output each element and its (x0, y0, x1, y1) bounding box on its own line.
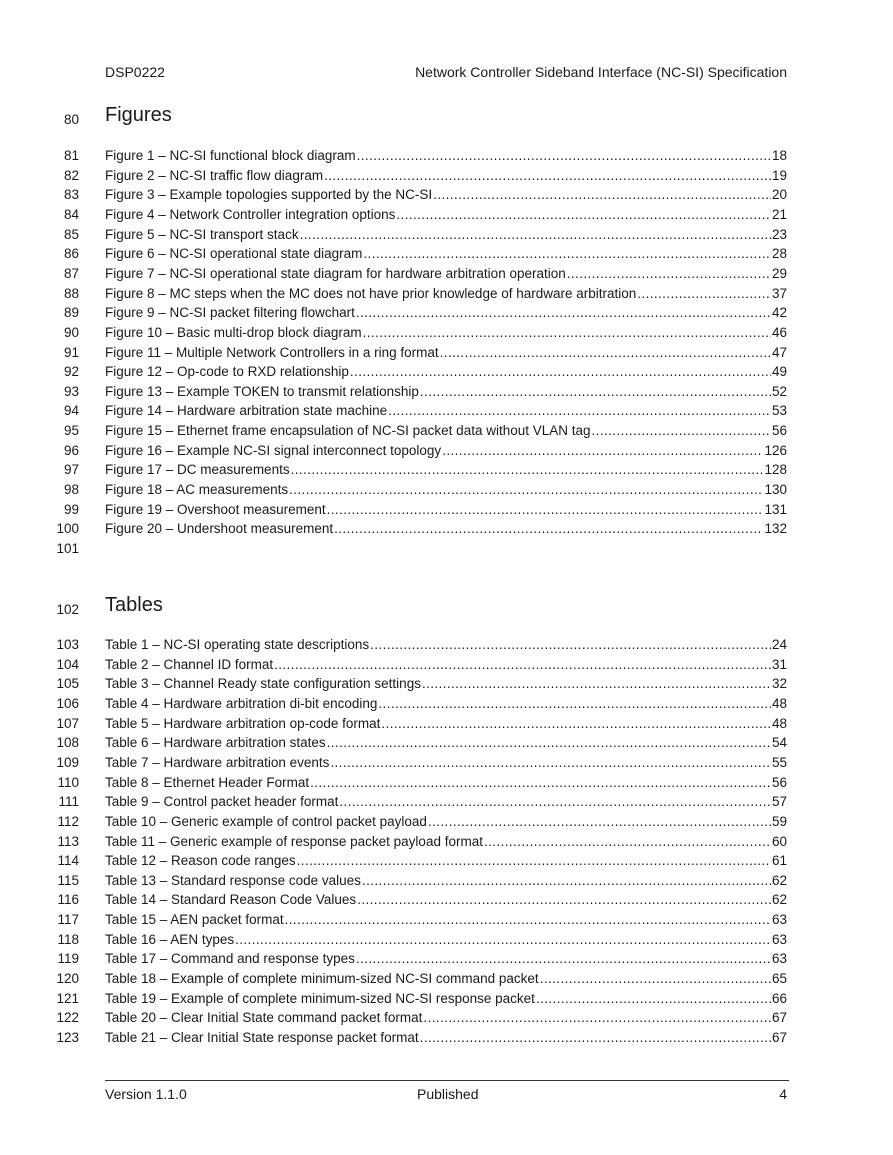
toc-entry (105, 345, 787, 363)
toc-entry (105, 462, 787, 480)
toc-entry-title: Table 16 – AEN types (105, 931, 235, 947)
line-number: 92 (63, 364, 79, 380)
toc-entry-page: 48 (771, 695, 787, 711)
toc-entry-page: 47 (771, 344, 787, 360)
line-number: 99 (63, 501, 79, 517)
toc-entry-page: 31 (771, 656, 787, 672)
toc-leader-dots (420, 1030, 771, 1045)
line-number: 94 (63, 403, 79, 419)
toc-entry-page: 67 (771, 1010, 787, 1026)
toc-entry-title: Table 11 – Generic example of response packet payload format (105, 833, 483, 849)
toc-entry (105, 892, 787, 910)
toc-entry-title: Figure 7 – NC-SI operational state diagram for hardware arbitration operation (105, 265, 566, 281)
toc-entry-page: 59 (771, 813, 787, 829)
toc-entry-page: 65 (771, 971, 787, 987)
toc-entry-title: Table 21 – Clear Initial State response packet format (105, 1030, 419, 1045)
toc-entry-title: Figure 15 – Ethernet frame encapsulation of NC-SI packet data without VLAN tag (105, 423, 591, 439)
line-number: 113 (57, 833, 79, 849)
footer-divider (105, 1080, 789, 1081)
line-number: 122 (56, 1010, 79, 1026)
toc-entry-title: Figure 4 – Network Controller integration options (105, 206, 396, 222)
toc-entry-title: Table 18 – Example of complete minimum-sized NC-SI command packet (105, 971, 539, 987)
toc-entry (105, 775, 787, 793)
toc-entry-title: Figure 5 – NC-SI transport stack (105, 226, 299, 242)
toc-entry-page: 53 (771, 403, 787, 419)
toc-entry (105, 502, 787, 520)
doc-title: Network Controller Sideband Interface (NC-SI) Specification (415, 64, 787, 80)
toc-leader-dots (484, 834, 771, 849)
line-number: 90 (63, 324, 79, 340)
toc-entry-page: 57 (771, 794, 787, 810)
toc-entry (105, 443, 787, 461)
toc-entry-title: Figure 1 – NC-SI functional block diagram (105, 148, 356, 163)
toc-entry-page: 55 (771, 754, 787, 770)
toc-leader-dots (289, 482, 763, 497)
toc-entry-page: 32 (771, 676, 787, 692)
line-number: 105 (56, 676, 79, 692)
toc-leader-dots (433, 187, 771, 202)
toc-entry-page: 23 (771, 226, 787, 242)
toc-entry-title: Table 1 – NC-SI operating state descriptions (105, 637, 370, 652)
toc-entry-page: 21 (771, 206, 787, 222)
toc-entry-title: Table 2 – Channel ID format (105, 656, 274, 672)
toc-entry (105, 971, 787, 989)
toc-leader-dots (381, 716, 771, 731)
toc-leader-dots (378, 696, 771, 711)
line-number: 87 (63, 265, 79, 281)
toc-entry (105, 932, 787, 950)
toc-entry-title: Figure 20 – Undershoot measurement (105, 521, 334, 537)
line-number: 82 (63, 167, 79, 183)
toc-entry (105, 286, 787, 304)
toc-leader-dots (370, 637, 771, 652)
footer-version: Version 1.1.0 (105, 1086, 187, 1102)
toc-entry-title: Table 15 – AEN packet format (105, 912, 284, 928)
toc-entry (105, 246, 787, 264)
line-number: 97 (63, 462, 79, 478)
toc-entry (105, 423, 787, 441)
toc-entry (105, 266, 787, 284)
toc-leader-dots (327, 502, 764, 517)
toc-entry-page: 63 (771, 931, 787, 947)
toc-entry (105, 325, 787, 343)
toc-entry-title: Table 20 – Clear Initial State command packet format (105, 1010, 423, 1026)
toc-entry-page: 48 (771, 715, 787, 731)
toc-entry-title: Figure 18 – AC measurements (105, 482, 289, 498)
toc-entry-page: 131 (764, 501, 787, 517)
toc-entry (105, 794, 787, 812)
toc-entry (105, 814, 787, 832)
page-footer (105, 1086, 787, 1104)
toc-entry-title: Table 12 – Reason code ranges (105, 853, 296, 869)
toc-entry-page: 66 (771, 990, 787, 1006)
toc-entry (105, 148, 787, 166)
line-number: 121 (56, 990, 79, 1006)
line-number: 116 (57, 892, 79, 908)
toc-leader-dots (567, 266, 771, 281)
toc-entry-title: Figure 3 – Example topologies supported by the NC-SI (105, 187, 433, 203)
toc-leader-dots (324, 168, 771, 183)
toc-leader-dots (235, 932, 771, 947)
toc-leader-dots (428, 814, 771, 829)
toc-entry (105, 1010, 787, 1028)
toc-entry (105, 364, 787, 382)
toc-entry-title: Table 14 – Standard Reason Code Values (105, 892, 357, 908)
toc-entry-page: 62 (771, 892, 787, 908)
toc-leader-dots (637, 286, 771, 301)
toc-entry-title: Figure 9 – NC-SI packet filtering flowchart (105, 305, 355, 321)
toc-entry-title: Table 10 – Generic example of control packet payload (105, 813, 427, 829)
toc-leader-dots (388, 403, 771, 418)
toc-entry-page: 56 (771, 774, 787, 790)
toc-leader-dots (356, 305, 771, 320)
toc-leader-dots (422, 676, 771, 691)
toc-entry-page: 20 (771, 187, 787, 203)
toc-entry-title: Figure 16 – Example NC-SI signal interconnect topology (105, 442, 442, 458)
toc-leader-dots (536, 991, 771, 1006)
toc-entry-page: 61 (771, 853, 787, 869)
toc-entry-title: Figure 10 – Basic multi-drop block diagram (105, 324, 362, 340)
section-heading: Tables (105, 594, 163, 616)
toc-entry (105, 755, 787, 773)
toc-entry (105, 676, 787, 694)
toc-entry-page: 28 (771, 246, 787, 262)
toc-entry (105, 1030, 787, 1048)
line-number: 110 (57, 774, 79, 790)
toc-leader-dots (396, 207, 771, 222)
toc-leader-dots (327, 735, 771, 750)
toc-leader-dots (540, 971, 771, 986)
page-header (105, 64, 787, 82)
toc-entry (105, 991, 787, 1009)
toc-leader-dots (330, 755, 771, 770)
toc-entry (105, 227, 787, 245)
toc-leader-dots (357, 892, 771, 907)
toc-entry-title: Table 4 – Hardware arbitration di-bit encoding (105, 695, 378, 711)
toc-entry-title: Figure 17 – DC measurements (105, 462, 290, 478)
toc-entry-page: 63 (771, 912, 787, 928)
toc-entry-page: 52 (771, 383, 787, 399)
toc-entry-title: Table 7 – Hardware arbitration events (105, 754, 330, 770)
line-number: 101 (56, 541, 79, 556)
toc-entry-page: 126 (764, 442, 787, 458)
toc-entry (105, 853, 787, 871)
line-number: 108 (56, 735, 79, 751)
toc-entry-page: 130 (764, 482, 787, 498)
toc-leader-dots (363, 325, 771, 340)
toc-leader-dots (297, 853, 771, 868)
toc-leader-dots (350, 364, 771, 379)
toc-leader-dots (285, 912, 771, 927)
line-number: 85 (63, 226, 79, 242)
toc-leader-dots (300, 227, 771, 242)
toc-leader-dots (420, 384, 771, 399)
line-number: 81 (63, 148, 79, 163)
toc-entry (105, 384, 787, 402)
toc-entry (105, 187, 787, 205)
line-number: 118 (57, 931, 79, 947)
toc-leader-dots (357, 148, 771, 163)
line-number: 114 (57, 853, 79, 869)
toc-entry-title: Table 19 – Example of complete minimum-sized NC-SI response packet (105, 990, 535, 1006)
toc-leader-dots (362, 873, 771, 888)
toc-entry (105, 207, 787, 225)
line-number: 102 (56, 602, 79, 617)
toc-entry-page: 37 (771, 285, 787, 301)
toc-entry (105, 305, 787, 323)
toc-leader-dots (339, 794, 771, 809)
toc-leader-dots (310, 775, 771, 790)
toc-entry-page: 29 (771, 265, 787, 281)
line-number: 117 (57, 912, 79, 928)
toc-entry (105, 696, 787, 714)
toc-leader-dots (592, 423, 771, 438)
line-number: 100 (56, 521, 79, 537)
line-number: 107 (56, 715, 79, 731)
toc-entry-page: 54 (771, 735, 787, 751)
line-number: 83 (63, 187, 79, 203)
line-number: 112 (57, 813, 79, 829)
toc-entry-title: Table 13 – Standard response code values (105, 872, 361, 888)
line-number: 86 (63, 246, 79, 262)
toc-leader-dots (274, 657, 771, 672)
line-number: 96 (63, 442, 79, 458)
line-number: 111 (58, 794, 79, 810)
line-number: 80 (63, 112, 79, 127)
toc-entry-page: 42 (771, 305, 787, 321)
toc-entry-page: 63 (771, 951, 787, 967)
line-number: 119 (57, 951, 79, 967)
line-number: 93 (63, 383, 79, 399)
toc-entry-title: Table 6 – Hardware arbitration states (105, 735, 326, 751)
toc-leader-dots (291, 462, 764, 477)
doc-id: DSP0222 (105, 64, 165, 80)
toc-entry-title: Table 3 – Channel Ready state configuration settings (105, 676, 421, 692)
toc-entry-title: Figure 19 – Overshoot measurement (105, 501, 326, 517)
toc-entry-title: Figure 12 – Op-code to RXD relationship (105, 364, 349, 380)
toc-entry-page: 62 (771, 872, 787, 888)
toc-entry (105, 716, 787, 734)
toc-entry-title: Figure 8 – MC steps when the MC does not have prior knowledge of hardware arbitration (105, 285, 637, 301)
toc-entry-page: 67 (771, 1030, 787, 1045)
toc-entry-page: 19 (771, 167, 787, 183)
toc-entry-page: 24 (771, 637, 787, 652)
toc-entry-page: 46 (771, 324, 787, 340)
line-number: 106 (56, 695, 79, 711)
toc-entry (105, 951, 787, 969)
toc-entry (105, 912, 787, 930)
toc-entry-title: Table 17 – Command and response types (105, 951, 355, 967)
toc-entry (105, 403, 787, 421)
toc-entry-page: 18 (771, 148, 787, 163)
section-heading: Figures (105, 104, 172, 126)
toc-entry-title: Figure 11 – Multiple Network Controllers in a ring format (105, 344, 439, 360)
toc-entry (105, 873, 787, 891)
line-number: 91 (63, 344, 79, 360)
toc-entry-page: 56 (771, 423, 787, 439)
line-number: 123 (56, 1030, 79, 1045)
toc-entry (105, 521, 787, 539)
toc-leader-dots (363, 246, 771, 261)
toc-entry-title: Table 8 – Ethernet Header Format (105, 774, 310, 790)
line-number: 109 (56, 754, 79, 770)
line-number: 84 (63, 206, 79, 222)
footer-page-number: 4 (779, 1086, 787, 1102)
line-number: 103 (56, 637, 79, 652)
line-number: 89 (63, 305, 79, 321)
toc-entry-page: 60 (771, 833, 787, 849)
toc-entry (105, 168, 787, 186)
line-number: 95 (63, 423, 79, 439)
toc-entry (105, 735, 787, 753)
toc-leader-dots (356, 951, 771, 966)
toc-entry-title: Figure 13 – Example TOKEN to transmit relationship (105, 383, 419, 399)
toc-leader-dots (334, 521, 763, 536)
toc-entry (105, 482, 787, 500)
line-number: 115 (57, 872, 79, 888)
toc-entry-page: 132 (764, 521, 787, 537)
toc-leader-dots (442, 443, 763, 458)
toc-entry-title: Figure 6 – NC-SI operational state diagram (105, 246, 363, 262)
footer-status: Published (417, 1086, 479, 1102)
toc-entry-title: Figure 14 – Hardware arbitration state machine (105, 403, 388, 419)
toc-entry-page: 128 (764, 462, 787, 478)
line-number: 120 (56, 971, 79, 987)
toc-leader-dots (423, 1010, 771, 1025)
toc-entry-page: 49 (771, 364, 787, 380)
toc-entry (105, 657, 787, 675)
toc-entry (105, 834, 787, 852)
toc-entry-title: Table 5 – Hardware arbitration op-code format (105, 715, 381, 731)
line-number: 104 (56, 656, 79, 672)
line-number: 98 (63, 482, 79, 498)
toc-entry-title: Table 9 – Control packet header format (105, 794, 339, 810)
line-number: 88 (63, 285, 79, 301)
toc-entry-title: Figure 2 – NC-SI traffic flow diagram (105, 167, 324, 183)
toc-entry (105, 637, 787, 655)
toc-leader-dots (440, 345, 771, 360)
